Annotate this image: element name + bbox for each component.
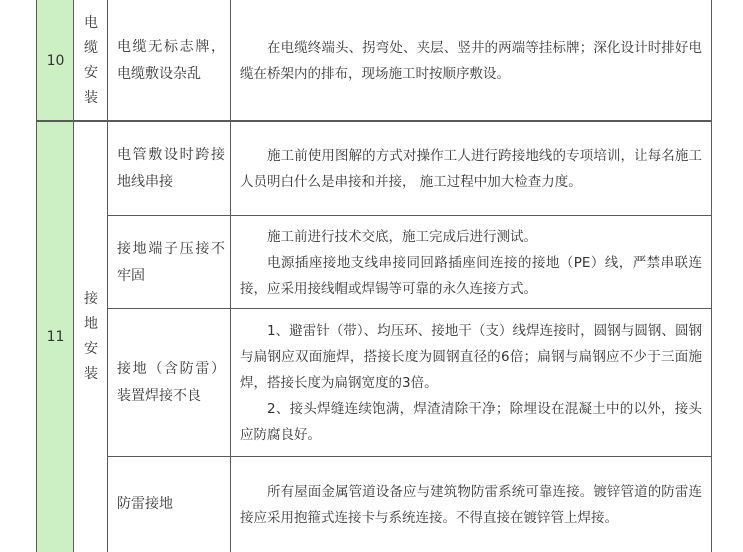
row-number: 10 bbox=[46, 52, 65, 69]
category-cell bbox=[74, 121, 108, 552]
issue-text: 接地（含防雷）装置焊接不良 bbox=[117, 361, 225, 404]
grid-line bbox=[36, 0, 37, 552]
row-number: 11 bbox=[46, 328, 65, 345]
category-char: 接 bbox=[84, 290, 98, 307]
measure-cell bbox=[231, 309, 712, 457]
issue-text: 电管敷设时跨接地线串接 bbox=[117, 146, 225, 190]
measure-text: 施工前进行技术交底，施工完成后进行测试。 bbox=[267, 228, 537, 245]
grid-line bbox=[230, 0, 231, 552]
category-char: 安 bbox=[84, 64, 98, 81]
issue-cell bbox=[108, 457, 231, 552]
category-char: 缆 bbox=[84, 39, 98, 56]
issue-cell bbox=[108, 309, 231, 457]
issue-text: 电缆无标志牌，电缆敷设杂乱 bbox=[117, 38, 225, 82]
grid-line bbox=[107, 456, 712, 457]
row-number-cell bbox=[37, 0, 74, 121]
issue-cell bbox=[108, 121, 231, 216]
measure-text: 在电缆终端头、拐弯处、夹层、竖井的两端等挂标牌；深化设计时排好电缆在桥架内的排布，现场施工时按顺序敷设。 bbox=[240, 39, 702, 82]
category-char: 装 bbox=[84, 365, 98, 382]
measure-text: 电源插座接地支线串接同回路插座间连接的接地（PE）线，严禁串联连接，应采用接线帽或焊锡等可靠的永久连接方式。 bbox=[240, 254, 702, 297]
issue-cell bbox=[108, 0, 231, 121]
grid-line bbox=[107, 215, 712, 216]
grid-line bbox=[36, 120, 712, 122]
category-char: 装 bbox=[84, 89, 98, 106]
grid-line bbox=[73, 0, 74, 552]
measure-cell bbox=[231, 0, 712, 121]
issue-text: 防雷接地 bbox=[117, 496, 173, 512]
issue-text: 接地端子压接不牢固 bbox=[117, 240, 225, 284]
grid-line bbox=[107, 0, 108, 552]
grid-line bbox=[107, 308, 712, 309]
row-number-cell bbox=[37, 121, 74, 552]
measure-text: 施工前使用图解的方式对操作工人进行跨接地线的专项培训，让每名施工人员明白什么是串接和并接， 施工过程中加大检查力度。 bbox=[240, 147, 702, 190]
measure-cell bbox=[231, 216, 712, 309]
measure-cell bbox=[231, 457, 712, 552]
grid-line bbox=[711, 0, 712, 552]
measure-text: 2、接头焊缝连续饱满，焊渣清除干净；除埋设在混凝土中的以外，接头应防腐良好。 bbox=[240, 401, 702, 443]
category-char: 安 bbox=[84, 340, 98, 357]
category-cell bbox=[74, 0, 108, 121]
issue-cell bbox=[108, 216, 231, 309]
category-char: 地 bbox=[84, 315, 98, 332]
category-char: 电 bbox=[84, 14, 98, 31]
measure-text: 1、避雷针（带）、均压环、接地干（支）线焊连接时，圆钢与圆钢、圆钢与扁钢应双面施焊，搭接长度为圆钢直径的6倍；扁钢与扁钢应不少于三面施焊，搭接长度为扁钢宽度的3倍。 bbox=[240, 323, 702, 391]
measure-text: 所有屋面金属管道设备应与建筑物防雷系统可靠连接。镀锌管道的防雷连接应采用抱箍式连接卡与系统连接。不得直接在镀锌管上焊接。 bbox=[240, 483, 702, 526]
measure-cell bbox=[231, 121, 712, 216]
